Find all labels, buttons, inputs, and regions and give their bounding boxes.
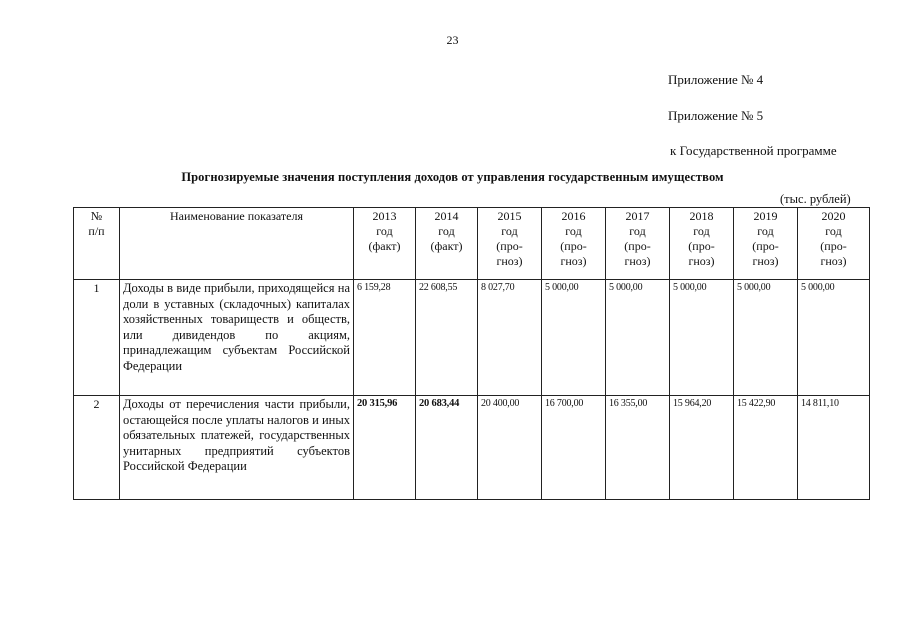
value-2015: 8 027,70: [478, 280, 542, 396]
header-year-value: 2013: [372, 209, 397, 223]
header-year-word: год: [565, 224, 582, 238]
header-year-2019: [734, 208, 798, 280]
value-2016: 16 700,00: [542, 396, 606, 500]
header-year-2016: [542, 208, 606, 280]
header-year-word: год: [376, 224, 393, 238]
appendix-4-label: Приложение № 4: [668, 72, 764, 87]
header-year-2017: [606, 208, 670, 280]
header-year-kind: (про-: [752, 239, 779, 253]
header-year-2020: [798, 208, 870, 280]
value-2018: 5 000,00: [670, 280, 734, 396]
header-year-kind: (про-: [820, 239, 847, 253]
page-number: 23: [446, 33, 459, 47]
value-2020: 14 811,10: [798, 396, 870, 500]
document-title: Прогнозируемые значения поступления доходов от управления государственным имуществом: [181, 170, 724, 184]
header-year-word: год: [693, 224, 710, 238]
value-2020: 5 000,00: [798, 280, 870, 396]
header-year-kind-cont: гноз): [752, 254, 779, 268]
header-num: [74, 208, 120, 280]
revenue-table: [73, 207, 870, 500]
header-year-2015: [478, 208, 542, 280]
header-year-word: год: [438, 224, 455, 238]
header-year-kind-cont: гноз): [820, 254, 847, 268]
header-name: Наименование показателя: [120, 208, 354, 280]
row-indicator-name: Доходы от перечисления части прибыли, остающейся после уплаты налогов и иных обязательных платежей, государственных унитарных предприятий субъектов Российской Федерации: [120, 396, 354, 500]
header-year-kind: (про-: [624, 239, 651, 253]
value-2013: 20 315,96: [354, 396, 416, 500]
table-header-row: [74, 208, 870, 280]
value-2019: 15 422,90: [734, 396, 798, 500]
value-2019: 5 000,00: [734, 280, 798, 396]
header-year-value: 2019: [753, 209, 778, 223]
header-year-kind: (про-: [496, 239, 523, 253]
header-year-value: 2018: [689, 209, 714, 223]
header-year-value: 2014: [434, 209, 459, 223]
header-num-line1: №: [90, 209, 103, 223]
header-year-2018: [670, 208, 734, 280]
header-year-kind: (факт): [430, 239, 463, 253]
value-2014: 22 608,55: [416, 280, 478, 396]
header-year-value: 2020: [821, 209, 846, 223]
row-indicator-name: Доходы в виде прибыли, приходящейся на доли в уставных (складочных) капиталах хозяйственных товариществ и обществ, или дивидендов по акциям, принадлежащим субъектам Российской Федерации: [120, 280, 354, 396]
header-year-word: год: [757, 224, 774, 238]
value-2014: 20 683,44: [416, 396, 478, 500]
value-2018: 15 964,20: [670, 396, 734, 500]
appendix-5-label: Приложение № 5: [668, 108, 764, 123]
table-row: [74, 396, 870, 500]
program-reference-label: к Государственной программе: [670, 143, 837, 158]
header-year-word: год: [501, 224, 518, 238]
value-2015: 20 400,00: [478, 396, 542, 500]
value-2013: 6 159,28: [354, 280, 416, 396]
value-2017: 5 000,00: [606, 280, 670, 396]
header-year-2014: [416, 208, 478, 280]
value-2016: 5 000,00: [542, 280, 606, 396]
header-year-value: 2016: [561, 209, 586, 223]
header-year-kind-cont: гноз): [624, 254, 651, 268]
header-year-kind: (факт): [368, 239, 401, 253]
table-row: [74, 280, 870, 396]
row-number: 2: [74, 396, 120, 500]
header-year-value: 2015: [497, 209, 522, 223]
header-year-kind: (про-: [688, 239, 715, 253]
value-2017: 16 355,00: [606, 396, 670, 500]
header-year-kind-cont: гноз): [688, 254, 715, 268]
row-number: 1: [74, 280, 120, 396]
header-year-2013: [354, 208, 416, 280]
header-year-kind-cont: гноз): [496, 254, 523, 268]
units-label: (тыс. рублей): [780, 192, 851, 206]
header-num-line2: п/п: [88, 224, 105, 238]
header-year-word: год: [825, 224, 842, 238]
header-year-kind: (про-: [560, 239, 587, 253]
header-year-word: год: [629, 224, 646, 238]
header-year-kind-cont: гноз): [560, 254, 587, 268]
header-year-value: 2017: [625, 209, 650, 223]
